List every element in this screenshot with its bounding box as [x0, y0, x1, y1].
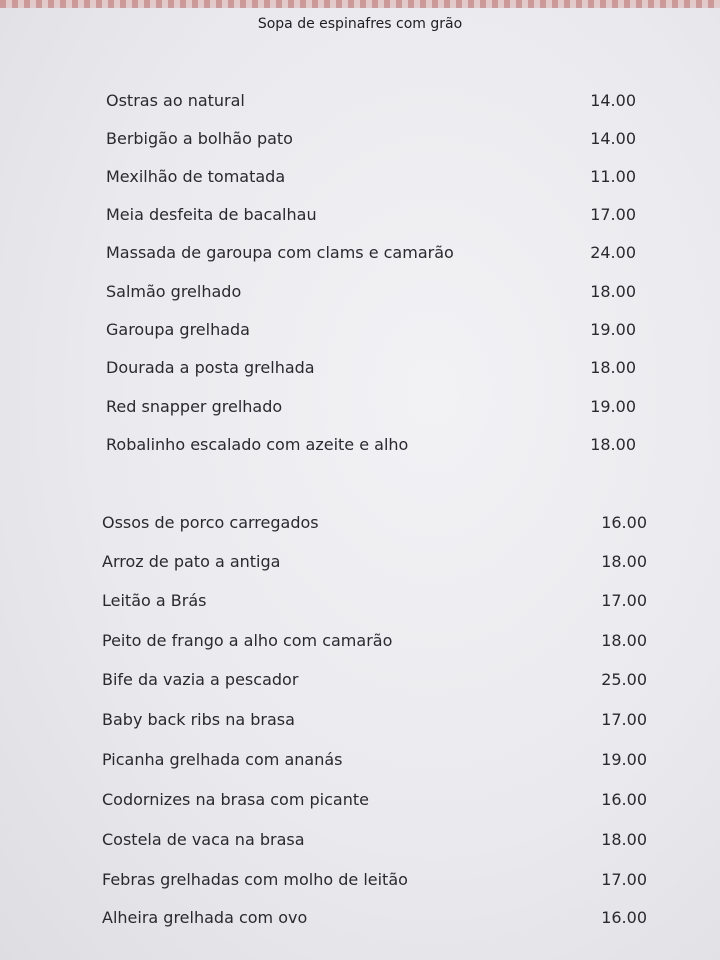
menu-item [102, 906, 647, 928]
menu-item-price: 16.00 [601, 512, 647, 532]
menu-item-name: Mexilhão de tomatada [106, 166, 286, 186]
menu-item-name: Costela de vaca na brasa [102, 829, 305, 849]
menu-item [106, 241, 636, 263]
menu-item-price: 18.00 [601, 551, 647, 571]
menu-item-name: Codornizes na brasa com picante [102, 789, 369, 809]
menu-item-price: 18.00 [601, 829, 647, 849]
menu-item-price: 19.00 [590, 396, 636, 416]
menu-item [102, 668, 647, 690]
menu-item [102, 708, 647, 730]
menu-item-name: Peito de frango a alho com camarão [102, 630, 393, 650]
menu-item-name: Red snapper grelhado [106, 396, 283, 416]
menu-item-price: 16.00 [601, 789, 647, 809]
menu-title: Sopa de espinafres com grão [257, 16, 463, 32]
menu-item-name: Berbigão a bolhão pato [106, 128, 293, 148]
menu-item-price: 18.00 [590, 357, 636, 377]
menu-item-name: Dourada a posta grelhada [106, 357, 315, 377]
menu-item-price: 17.00 [601, 709, 647, 729]
menu-item-name: Alheira grelhada com ovo [102, 907, 308, 927]
menu-item-name: Massada de garoupa com clams e camarão [106, 242, 454, 262]
menu-item-price: 14.00 [590, 90, 636, 110]
menu-item-price: 17.00 [601, 590, 647, 610]
menu-item-price: 24.00 [590, 242, 636, 262]
menu-item-name: Meia desfeita de bacalhau [106, 204, 317, 224]
menu-item [106, 433, 636, 455]
menu-item [106, 89, 636, 111]
menu-item-price: 18.00 [590, 281, 636, 301]
menu-item-price: 19.00 [590, 319, 636, 339]
menu-item-price: 16.00 [601, 907, 647, 927]
menu-item [102, 629, 647, 651]
menu-item-name: Leitão a Brás [102, 590, 207, 610]
menu-item [102, 748, 647, 770]
menu-item [102, 511, 647, 533]
menu-item-price: 25.00 [601, 669, 647, 689]
menu-item [106, 318, 636, 340]
menu-item-price: 18.00 [590, 434, 636, 454]
menu-item [106, 395, 636, 417]
menu-item [106, 280, 636, 302]
menu-item-price: 14.00 [590, 128, 636, 148]
menu-item-name: Arroz de pato a antiga [102, 551, 281, 571]
menu-item [106, 127, 636, 149]
menu-item [102, 589, 647, 611]
menu-item-name: Picanha grelhada com ananás [102, 749, 343, 769]
menu-item-name: Bife da vazia a pescador [102, 669, 299, 689]
menu-item [102, 788, 647, 810]
menu-item [106, 203, 636, 225]
menu-item-name: Robalinho escalado com azeite e alho [106, 434, 409, 454]
menu-item [106, 356, 636, 378]
menu-item-price: 18.00 [601, 630, 647, 650]
menu-item [102, 550, 647, 572]
menu-item-price: 17.00 [601, 869, 647, 889]
menu-item-price: 17.00 [590, 204, 636, 224]
menu-item [102, 828, 647, 850]
menu-item-price: 19.00 [601, 749, 647, 769]
menu-item-name: Garoupa grelhada [106, 319, 250, 339]
menu-item-name: Baby back ribs na brasa [102, 709, 295, 729]
menu-item-name: Salmão grelhado [106, 281, 242, 301]
menu-item [106, 165, 636, 187]
menu-item [102, 868, 647, 890]
menu-item-name: Ostras ao natural [106, 90, 245, 110]
menu-item-name: Ossos de porco carregados [102, 512, 319, 532]
menu-item-name: Febras grelhadas com molho de leitão [102, 869, 408, 889]
menu-item-price: 11.00 [590, 166, 636, 186]
